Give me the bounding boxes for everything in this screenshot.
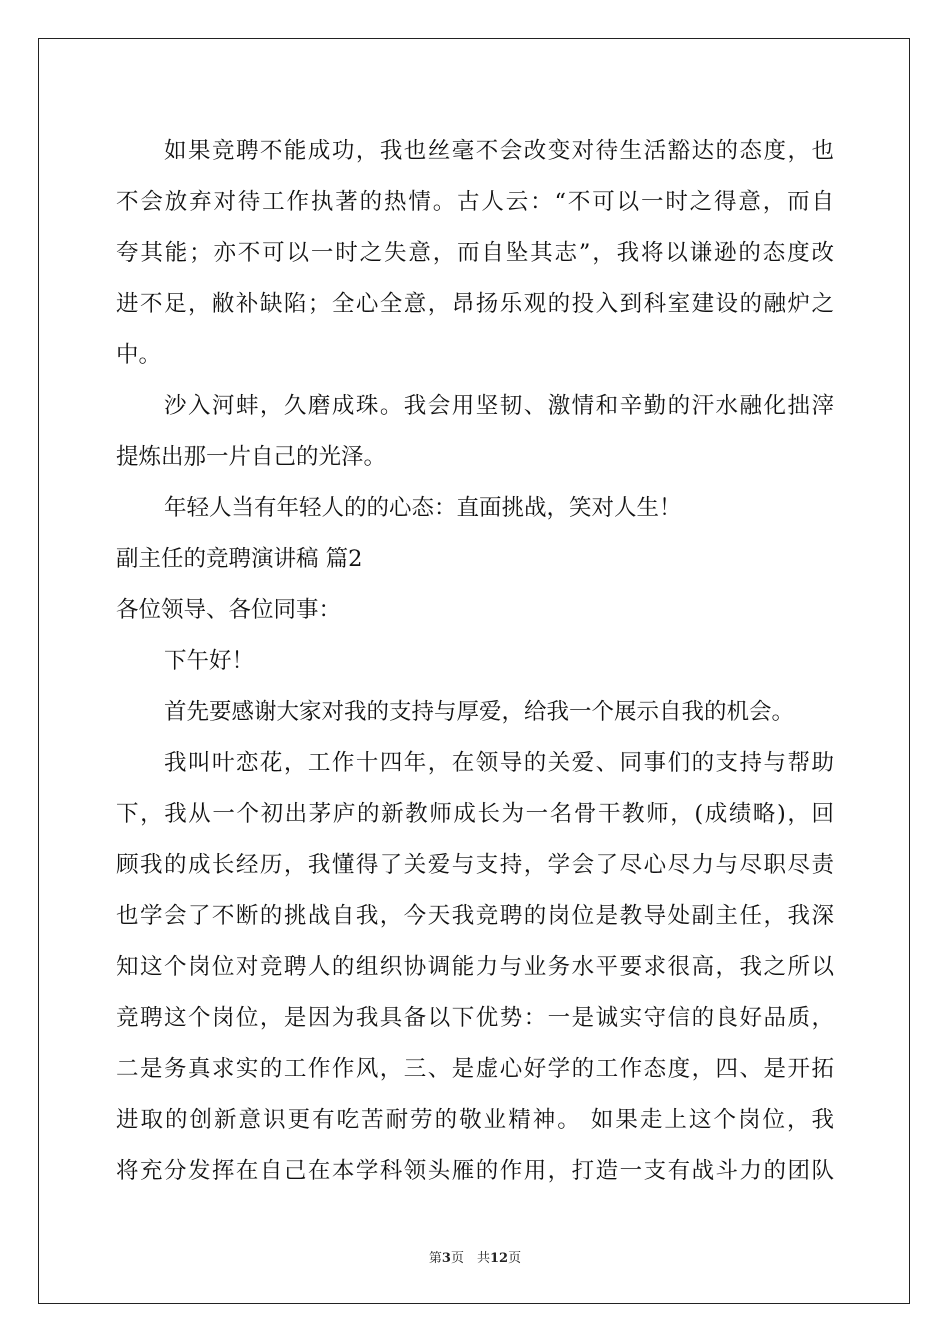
- text-line: 如果竞聘不能成功，我也丝毫不会改变对待生活豁达的态度，也: [164, 138, 834, 164]
- text-line: 知这个岗位对竞聘人的组织协调能力与业务水平要求很高，我之所以: [116, 954, 834, 980]
- section-heading: 副主任的竞聘演讲稿 篇2: [116, 546, 363, 572]
- text-line: 中。: [116, 342, 162, 368]
- text-line: 夸其能；亦不可以一时之失意，而自坠其志”，我将以谦逊的态度改: [116, 240, 834, 266]
- text-line: 顾我的成长经历，我懂得了关爱与支持，学会了尽心尽力与尽职尽责: [116, 852, 834, 878]
- text-line: 提炼出那一片自己的光泽。: [116, 444, 387, 470]
- text-line: 下，我从一个初出茅庐的新教师成长为一名骨干教师，(成绩略)，回: [116, 801, 834, 827]
- footer-mid: 页 共: [450, 1251, 490, 1266]
- page-footer: [0, 1247, 950, 1266]
- text-line: 也学会了不断的挑战自我，今天我竞聘的岗位是教导处副主任，我深: [116, 903, 834, 929]
- footer-prefix: 第: [428, 1251, 442, 1266]
- greeting: 下午好！: [164, 648, 255, 674]
- text-line: 年轻人当有年轻人的的心态：直面挑战，笑对人生！: [164, 495, 682, 521]
- text-line: 沙入河蚌，久磨成珠。我会用坚韧、激情和辛勤的汗水融化拙滓: [164, 393, 834, 419]
- text-line: 竞聘这个岗位，是因为我具备以下优势：一是诚实守信的良好品质，: [116, 1005, 834, 1031]
- footer-current-page: 3: [441, 1251, 451, 1266]
- text-line: 我叫叶恋花，工作十四年，在领导的关爱、同事们的支持与帮助: [164, 750, 834, 776]
- text-line: 二是务真求实的工作作风，三、是虚心好学的工作态度，四、是开拓: [116, 1056, 834, 1082]
- text-line: 首先要感谢大家对我的支持与厚爱，给我一个展示自我的机会。: [164, 699, 795, 725]
- text-line: 将充分发挥在自己在本学科领头雁的作用，打造一支有战斗力的团队: [116, 1158, 834, 1184]
- salutation: 各位领导、各位同事：: [116, 597, 342, 623]
- footer-suffix: 页: [508, 1251, 522, 1266]
- footer-total-pages: 12: [489, 1251, 509, 1266]
- text-line: 进取的创新意识更有吃苦耐劳的敬业精神。 如果走上这个岗位，我: [116, 1107, 834, 1133]
- text-line: 不会放弃对待工作执著的热情。古人云：“不可以一时之得意，而自: [116, 189, 834, 215]
- text-line: 进不足，敝补缺陷；全心全意，昂扬乐观的投入到科室建设的融炉之: [116, 291, 834, 317]
- document-body: [116, 126, 834, 1197]
